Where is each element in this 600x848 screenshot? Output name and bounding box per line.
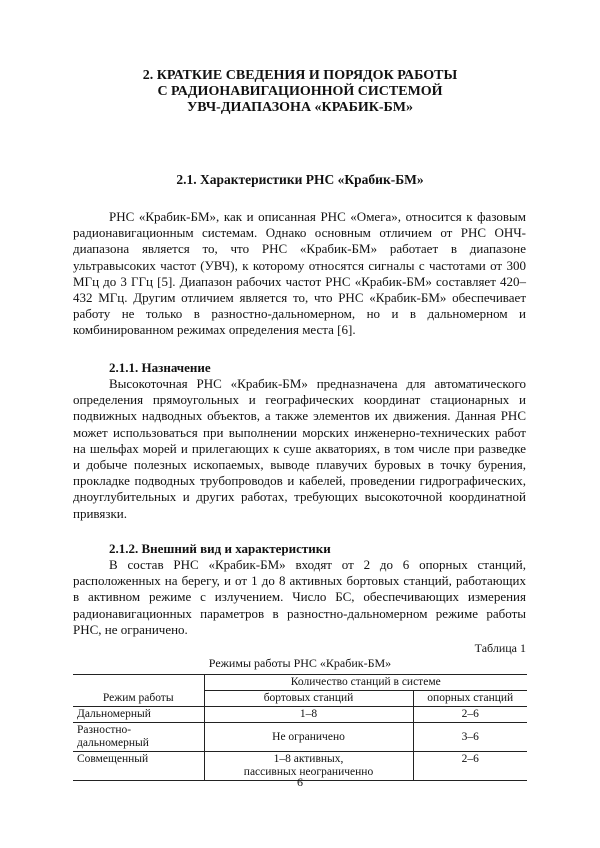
chapter-title-line: УВЧ-ДИАПАЗОНА «КРАБИК-БМ» xyxy=(186,100,414,115)
purpose-paragraph: Высокоточная РНС «Крабик-БМ» предназначена для автоматического определения прямоугольных и географических координат стационарных и подвижных надводных объектов, а также элементов их движения. Данная РНС может использоваться при выполнении морских инженерно-технических работ на шельфах морей и прилегающих к суше акваториях, в том числе при разведке и добыче полезных ископаемых, выводе плавучих буровых в точку бурения, прокладке подводных трубопроводов и кабелей, проведении гидрографических, дноуглубительных и других работах, требующих высокоточной координатной привязки. xyxy=(73,376,526,521)
chapter-title-line: 2. КРАТКИЕ СВЕДЕНИЯ И ПОРЯДОК РАБОТЫ xyxy=(142,68,458,83)
header-mode: Режим работы xyxy=(73,675,204,707)
cell-reference: 3–6 xyxy=(413,723,527,752)
header-reference: опорных станций xyxy=(413,691,527,707)
intro-paragraph: РНС «Крабик-БМ», как и описанная РНС «Омега», относится к фазовым радионавигационным системам. Однако основным отличием от РНС ОНЧ-диапазона является то, что РНС «Крабик-БМ» работает в диапазоне ультравысоких частот (УВЧ), к которому относятся сигналы с частотами от 300 МГц до 3 ГГц [5]. Диапазон рабочих частот РНС «Крабик-БМ» составляет 420–432 МГц. Другим отличием является то, что РНС «Крабик-БМ» обеспечивает работу не только в разностно-дальномерном, но и в дальномерном и комбинированном режимах определения места [6]. xyxy=(73,209,526,338)
cell-onboard-line: 1–8 активных, xyxy=(273,753,344,765)
section-title: 2.1. Характеристики РНС «Крабик-БМ» xyxy=(176,172,424,187)
cell-mode: Разностно-дальномерный xyxy=(73,723,204,752)
table-row xyxy=(73,723,527,752)
subsection-title-appearance: 2.1.2. Внешний вид и характеристики xyxy=(109,541,331,556)
cell-reference: 2–6 xyxy=(413,752,527,781)
table-row xyxy=(73,707,527,723)
cell-mode: Совмещенный xyxy=(73,752,204,781)
page-number: 6 xyxy=(297,775,303,789)
cell-onboard-line: пассивных неограниченно xyxy=(243,766,374,778)
header-onboard: бортовых станций xyxy=(204,691,413,707)
modes-table xyxy=(73,674,527,781)
table-number: Таблица 1 xyxy=(474,641,526,655)
cell-onboard: 1–8 xyxy=(204,707,413,723)
appearance-paragraph: В состав РНС «Крабик-БМ» входят от 2 до 6 опорных станций, расположенных на берегу, и от 1 до 8 активных бортовых станций, работающих в активном режиме с излучением. Число БС, обеспечивающих измерения радионавигационных параметров в разностно-дальномерном режиме работы РНС, не ограничено. xyxy=(73,557,526,637)
chapter-title xyxy=(60,68,540,116)
chapter-title-line: С РАДИОНАВИГАЦИОННОЙ СИСТЕМОЙ xyxy=(157,84,443,99)
subsection-title-purpose: 2.1.1. Назначение xyxy=(109,360,211,375)
cell-reference: 2–6 xyxy=(413,707,527,723)
table-caption: Режимы работы РНС «Крабик-БМ» xyxy=(208,656,392,670)
cell-mode: Дальномерный xyxy=(73,707,204,723)
header-station-count: Количество станций в системе xyxy=(204,675,527,691)
cell-onboard: Не ограничено xyxy=(204,723,413,752)
